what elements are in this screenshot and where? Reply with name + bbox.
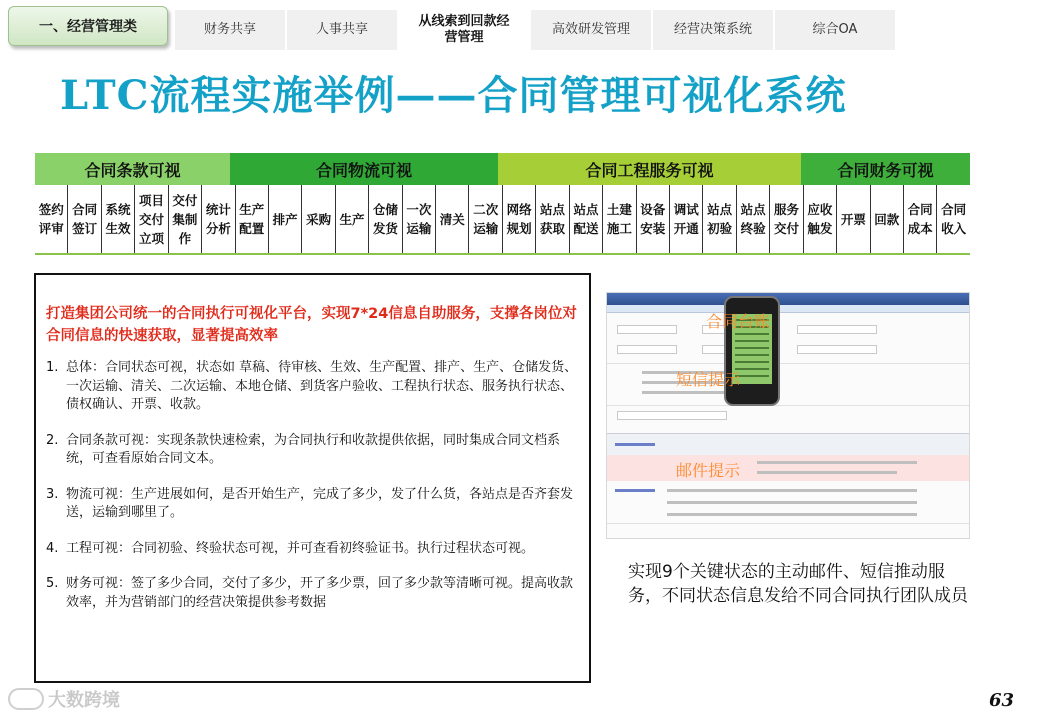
matrix-cell: 生产	[335, 185, 368, 253]
matrix-cell: 土建 施工	[602, 185, 635, 253]
list-item: 4. 工程可视：合同初验、终验状态可视，并可查看初终验证书。执行过程状态可视。	[46, 540, 535, 556]
matrix-cell: 统计 分析	[201, 185, 234, 253]
matrix-cell: 站点 配送	[569, 185, 602, 253]
matrix-cell: 合同 签订	[67, 185, 100, 253]
section-badge[interactable]	[8, 6, 168, 46]
overlay-mail: 邮件提示	[676, 461, 741, 480]
matrix-cell: 回款	[870, 185, 903, 253]
system-screenshot	[606, 292, 970, 539]
watermark-logo-icon	[8, 688, 44, 710]
matrix-cell: 设备 安装	[636, 185, 669, 253]
nav-tabs	[175, 10, 895, 50]
overlay-ledger: 合同台账	[706, 312, 771, 331]
matrix-cell: 合同 成本	[903, 185, 936, 253]
matrix-cell: 合同 收入	[936, 185, 969, 253]
matrix-cell: 系统 生效	[101, 185, 134, 253]
matrix-cell: 一次 运输	[402, 185, 435, 253]
matrix-cell: 站点 终验	[736, 185, 769, 253]
group-logistics: 合同物流可视	[230, 153, 498, 185]
list-item: 3. 物流可视：生产进展如何，是否开始生产，完成了多少，发了什么货，各站点是否齐套发送，运输到哪里了。	[46, 486, 574, 520]
matrix-cell: 开票	[836, 185, 869, 253]
watermark: 大数跨境	[8, 686, 120, 712]
tab-oa[interactable]: 综合OA	[775, 10, 895, 50]
tab-ltc[interactable]: 从线索到回款经 营管理	[399, 10, 529, 50]
group-contract-terms: 合同条款可视	[35, 153, 230, 185]
matrix-cell: 交付 集制 作	[168, 185, 201, 253]
matrix-cell: 网络 规划	[502, 185, 535, 253]
tab-hr-sharing[interactable]: 人事共享	[287, 10, 397, 50]
list-item: 1. 总体：合同状态可视，状态如 草稿、待审核、生效、生产配置、排产、生产、仓储发货、一次运输、清关、二次运输、本地仓储、到货客户验收、工程执行状态、服务执行状态、债权确认、开票、收款。	[46, 360, 578, 412]
page-title: LTC流程实施举例——合同管理可视化系统	[60, 72, 847, 119]
tab-decision[interactable]: 经营决策系统	[653, 10, 773, 50]
tab-finance-sharing[interactable]: 财务共享	[175, 10, 285, 50]
list-item: 5. 财务可视：签了多少合同，交付了多少，开了多少票，回了多少款等清晰可视。提高收款效率，并为营销部门的经营决策提供参考数据	[46, 576, 574, 610]
visibility-matrix	[35, 153, 970, 255]
matrix-cell: 生产 配置	[235, 185, 268, 253]
matrix-cell: 排产	[268, 185, 301, 253]
tab-rnd[interactable]: 高效研发管理	[531, 10, 651, 50]
matrix-cell: 签约 评审	[38, 202, 64, 236]
list-item: 2. 合同条款可视：实现条款快速检索，为合同执行和收款提供依据，同时集成合同文档系统，可查看原始合同文本。	[46, 432, 561, 466]
overlay-sms: 短信提示	[676, 370, 741, 389]
matrix-cell: 二次 运输	[468, 185, 501, 253]
matrix-cell: 仓储 发货	[368, 185, 401, 253]
matrix-cell: 项目 交付 立项	[134, 185, 167, 253]
group-engineering: 合同工程服务可视	[498, 153, 801, 185]
matrix-cell: 站点 初验	[702, 185, 735, 253]
section-label: 一、经营管理类	[39, 19, 137, 35]
matrix-cell: 应收 触发	[803, 185, 836, 253]
matrix-cell: 服务 交付	[769, 185, 802, 253]
caption: 实现9个关键状态的主动邮件、短信推动服务，不同状态信息发给不同合同执行团队成员	[628, 562, 968, 606]
matrix-cell: 采购	[301, 185, 334, 253]
matrix-cells	[35, 185, 970, 255]
matrix-cell: 清关	[435, 185, 468, 253]
headline: 打造集团公司统一的合同执行可视化平台，实现7*24信息自助服务，支撑各岗位对合同信息的快速获取，显著提高效率	[46, 306, 577, 344]
description-box	[34, 273, 591, 683]
matrix-cell: 站点 获取	[535, 185, 568, 253]
group-finance: 合同财务可视	[801, 153, 970, 185]
page-number: 63	[988, 690, 1014, 711]
matrix-cell: 调试 开通	[669, 185, 702, 253]
